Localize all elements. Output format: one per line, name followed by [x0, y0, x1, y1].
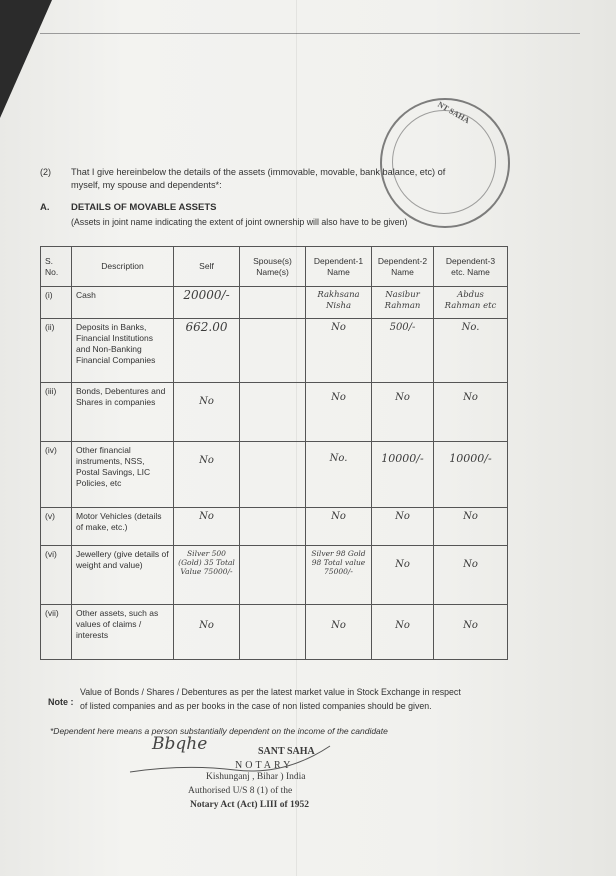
notary-authorised: Authorised U/S 8 (1) of the: [188, 786, 293, 796]
dependent-note: *Dependent here means a person substantially dependent on the income of the candidate: [50, 726, 388, 736]
notary-place: Kishunganj , Bihar ) India: [206, 772, 306, 782]
handwritten-value: 662.00: [185, 320, 228, 334]
cell-sno: (iv): [41, 442, 72, 508]
cell-self: [174, 319, 240, 383]
header-dependent-1: Dependent-1 Name: [306, 247, 372, 287]
handwritten-value: No: [463, 511, 478, 522]
cell-dep1: [306, 287, 372, 319]
dependent-1-name: Rakhsana Nisha: [317, 290, 360, 311]
cell-spouse: [240, 508, 306, 546]
top-border-line: [40, 33, 580, 34]
cell-spouse: [240, 319, 306, 383]
table-row: [41, 605, 508, 660]
section-letter: A.: [40, 202, 50, 213]
intro-line-2: myself, my spouse and dependents*:: [71, 180, 222, 190]
cell-self: [174, 287, 240, 319]
cell-dep1: [306, 546, 372, 605]
section-title: DETAILS OF MOVABLE ASSETS: [71, 202, 217, 213]
handwritten-value: No.: [329, 453, 348, 464]
cell-dep1: [306, 442, 372, 508]
cell-desc: Deposits in Banks, Financial Institutions and Non-Banking Financial Companies: [72, 319, 174, 383]
cell-self: [174, 605, 240, 660]
cell-desc: Other assets, such as values of claims / interests: [72, 605, 174, 660]
table-row: [41, 508, 508, 546]
cell-dep3: [434, 287, 508, 319]
handwritten-value: No: [395, 620, 410, 631]
cell-sno: (v): [41, 508, 72, 546]
cell-dep2: [372, 383, 434, 442]
cell-self: [174, 546, 240, 605]
dependent-2-name: Nasibur Rahman: [384, 290, 421, 311]
header-dependent-3: Dependent-3 etc. Name: [434, 247, 508, 287]
handwritten-value: No: [463, 392, 478, 403]
handwritten-value: Silver 500 (Gold) 35 Total Value 75000/-: [178, 549, 235, 576]
handwritten-value: 10000/-: [381, 452, 424, 465]
cell-spouse: [240, 546, 306, 605]
cell-spouse: [240, 287, 306, 319]
table-header-row: [41, 247, 508, 287]
note-line-1: Value of Bonds / Shares / Debentures as per the latest market value in Stock Exchange in respect: [80, 687, 461, 697]
cell-dep2: [372, 319, 434, 383]
header-self: Self: [174, 247, 240, 287]
cell-dep3: [434, 605, 508, 660]
handwritten-value: No: [199, 511, 214, 522]
header-sno: S. No.: [41, 247, 72, 287]
cell-desc: Motor Vehicles (details of make, etc.): [72, 508, 174, 546]
cell-sno: (ii): [41, 319, 72, 383]
table-row: [41, 383, 508, 442]
header-description: Description: [72, 247, 174, 287]
folded-corner: [0, 0, 52, 118]
handwritten-value: No: [395, 392, 410, 403]
cell-desc: Jewellery (give details of weight and value): [72, 546, 174, 605]
cell-spouse: [240, 383, 306, 442]
cell-self: [174, 383, 240, 442]
cell-self: [174, 508, 240, 546]
cell-dep1: [306, 383, 372, 442]
cell-dep1: [306, 605, 372, 660]
handwritten-value: No: [199, 620, 214, 631]
header-spouse: Spouse(s) Name(s): [240, 247, 306, 287]
cell-dep2: [372, 287, 434, 319]
cell-sno: (i): [41, 287, 72, 319]
movable-assets-table: [40, 246, 508, 660]
cell-desc: Other financial instruments, NSS, Postal Savings, LIC Policies, etc: [72, 442, 174, 508]
cell-dep2: [372, 546, 434, 605]
cell-dep3: [434, 442, 508, 508]
header-dependent-2: Dependent-2 Name: [372, 247, 434, 287]
handwritten-value: 500/-: [389, 322, 416, 333]
cell-dep3: [434, 319, 508, 383]
notary-seal-inner-ring: [392, 110, 496, 214]
notary-title: NOTARY: [235, 760, 294, 771]
handwritten-value: 10000/-: [449, 452, 492, 465]
handwritten-value: 20000/-: [183, 288, 230, 302]
table-row: [41, 442, 508, 508]
handwritten-value: No: [395, 511, 410, 522]
section-note: (Assets in joint name indicating the extent of joint ownership will also have to be given): [71, 217, 408, 227]
intro-line-1: That I give hereinbelow the details of the assets (immovable, movable, bank balance, etc) of: [71, 167, 446, 177]
cell-dep3: [434, 383, 508, 442]
cell-dep2: [372, 508, 434, 546]
notary-name: SANT SAHA: [258, 746, 315, 757]
handwritten-value: No: [395, 559, 410, 570]
cell-dep2: [372, 605, 434, 660]
handwritten-value: No: [331, 392, 346, 403]
cell-desc: Bonds, Debentures and Shares in companies: [72, 383, 174, 442]
cell-spouse: [240, 442, 306, 508]
cell-sno: (vii): [41, 605, 72, 660]
cell-dep2: [372, 442, 434, 508]
table-row: [41, 287, 508, 319]
handwritten-value: No: [463, 620, 478, 631]
handwritten-value: No: [463, 559, 478, 570]
handwritten-value: No: [331, 322, 346, 333]
cell-sno: (vi): [41, 546, 72, 605]
cell-sno: (iii): [41, 383, 72, 442]
cell-dep1: [306, 319, 372, 383]
handwritten-value: No: [199, 396, 214, 407]
signature: Bbqhe: [152, 734, 208, 754]
handwritten-value: Silver 98 Gold 98 Total value 75000/-: [311, 549, 366, 576]
table-row: [41, 546, 508, 605]
cell-dep3: [434, 546, 508, 605]
dependent-3-name: Abdus Rahman etc: [444, 290, 497, 311]
cell-dep1: [306, 508, 372, 546]
handwritten-value: No: [331, 511, 346, 522]
handwritten-value: No: [331, 620, 346, 631]
handwritten-value: No.: [461, 322, 480, 333]
intro-number: (2): [40, 167, 51, 177]
seal-text: NT SAHA: [436, 99, 472, 126]
note-label: Note :: [48, 697, 74, 707]
cell-self: [174, 442, 240, 508]
cell-spouse: [240, 605, 306, 660]
notary-act: Notary Act (Act) LIII of 1952: [190, 800, 309, 810]
signature-stroke: [125, 742, 335, 778]
table-row: [41, 319, 508, 383]
cell-dep3: [434, 508, 508, 546]
note-line-2: of listed companies and as per books in the case of non listed companies should be given.: [80, 701, 432, 711]
cell-desc: Cash: [72, 287, 174, 319]
handwritten-value: No: [199, 455, 214, 466]
